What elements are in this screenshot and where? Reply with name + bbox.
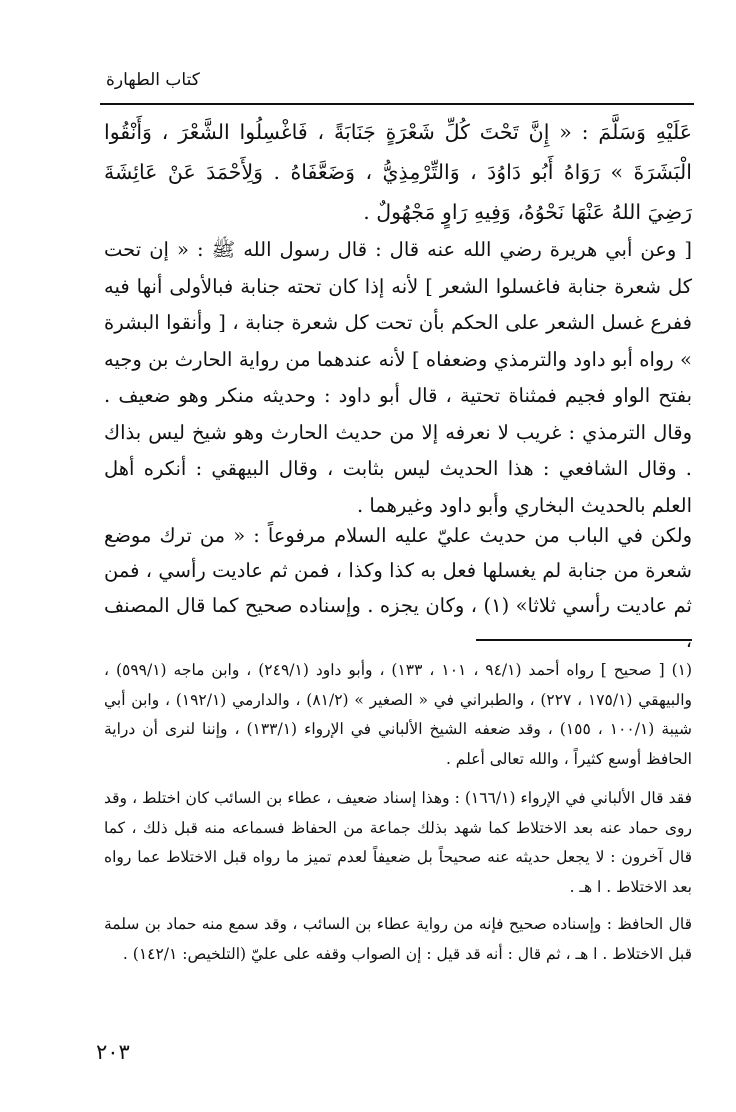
hadith-paragraph: عَلَيْهِ وَسَلَّمَ : « إِنَّ تَحْتَ كُلِّ شَعْرَةٍ جَنَابَةً ، فَاغْسِلُوا الشَّعْرَ ، وَأَنْقُوا الْبَشَرَةَ » رَوَاهُ أَبُو دَاوُدَ ، وَالتِّرْمِذِيُّ ، وَضَعَّفَاهُ . وَلِأَحْمَدَ عَنْ عَائِشَةَ رَضِيَ اللهُ عَنْهَا نَحْوُهُ، وَفِيهِ رَاوٍ مَجْهُولٌ . <box>104 120 692 224</box>
page-number: ٢٠٣ <box>96 1040 130 1064</box>
footnote-hafiz-text: قال الحافظ : وإسناده صحيح فإنه من رواية عطاء بن السائب ، وقد سمع منه حماد بن سلمة قبل الاختلاط . ا هـ ، ثم قال : أنه قد قيل : إن الصواب وقفه على عليّ (التلخيص: ١٤٢/١) . <box>104 915 692 963</box>
commentary-paragraph-2: ولكن في الباب من حديث عليّ عليه السلام مرفوعاً : « من ترك موضع شعرة من جنابة لم يغسلها فعل به كذا وكذا ، فمن ثم عاديت رأسي ، فمن ثم عاديت رأسي ثلاثا» (١) ، وكان يجزه . وإسناده صحيح كما قال المصنف <box>104 524 692 617</box>
commentary-block-2 <box>104 518 692 658</box>
footnote-1-text: (١) [ صحيح ] رواه أحمد (٩٤/١ ، ١٠١ ، ١٣٣) ، وأبو داود (٢٤٩/١) ، وابن ماجه (٥٩٩/١) ، والبيهقي (١٧٥/١ ، ٢٢٧) ، والطبراني في « الصغير » (٨١/٢) ، والدارمي (١٩٢/١) ، وابن أبي شيبة (١٠٠/١ ، ١٥٥) ، وقد ضعفه الشيخ الألباني في الإرواء (١٣٣/١) ، وإننا لنرى أن دراية الحافظ أوسع كثيراً ، والله تعالى أعلم . <box>104 661 693 768</box>
hadith-text <box>104 112 692 232</box>
running-header-title: كتاب الطهارة <box>106 70 200 90</box>
commentary-block-1 <box>104 232 692 524</box>
footnote-1-continued-albani <box>104 784 692 902</box>
footnote-1 <box>104 656 692 774</box>
footnote-1-continued-hafiz <box>104 910 692 969</box>
commentary-paragraph-1: [ وعن أبي هريرة رضي الله عنه قال : قال رسول الله ﷺ : « إن تحت كل شعرة جنابة فاغسلوا الشعر ] لأنه إذا كان تحته جنابة فبالأولى أنها فيه ففرع غسل الشعر على الحكم بأن تحت كل شعرة جنابة ، [ وأنقوا البشرة » رواه أبو داود والترمذي وضعفاه ] لأنه عندهما من رواية الحارث بن وجيه بفتح الواو فجيم فمثناة تحتية ، قال أبو داود : وحديثه منكر وهو ضعيف . وقال الترمذي : غريب لا نعرفه إلا من حديث الحارث وهو شيخ ليس بذاك . وقال الشافعي : هذا الحديث ليس بثابت ، وقال البيهقي : أنكره أهل العلم بالحديث البخاري وأبو داود وغيرهما . <box>104 238 692 517</box>
footnote-albani-text: فقد قال الألباني في الإرواء (١٦٦/١) : وهذا إسناد ضعيف ، عطاء بن السائب كان اختلط ، وقد روى حماد عنه بعد الاختلاط كما شهد بذلك جماعة من الحفاظ فسماعه منه قبل ذلك ، كما قال آخرون : لا يجعل حديثه عنه صحيحاً بل ضعيفاً لعدم تميز ما رواه قبل الاختلاط عما رواه بعد الاختلاط . ا هـ . <box>104 789 692 896</box>
header-rule <box>100 103 694 105</box>
footnote-separator <box>476 639 692 641</box>
